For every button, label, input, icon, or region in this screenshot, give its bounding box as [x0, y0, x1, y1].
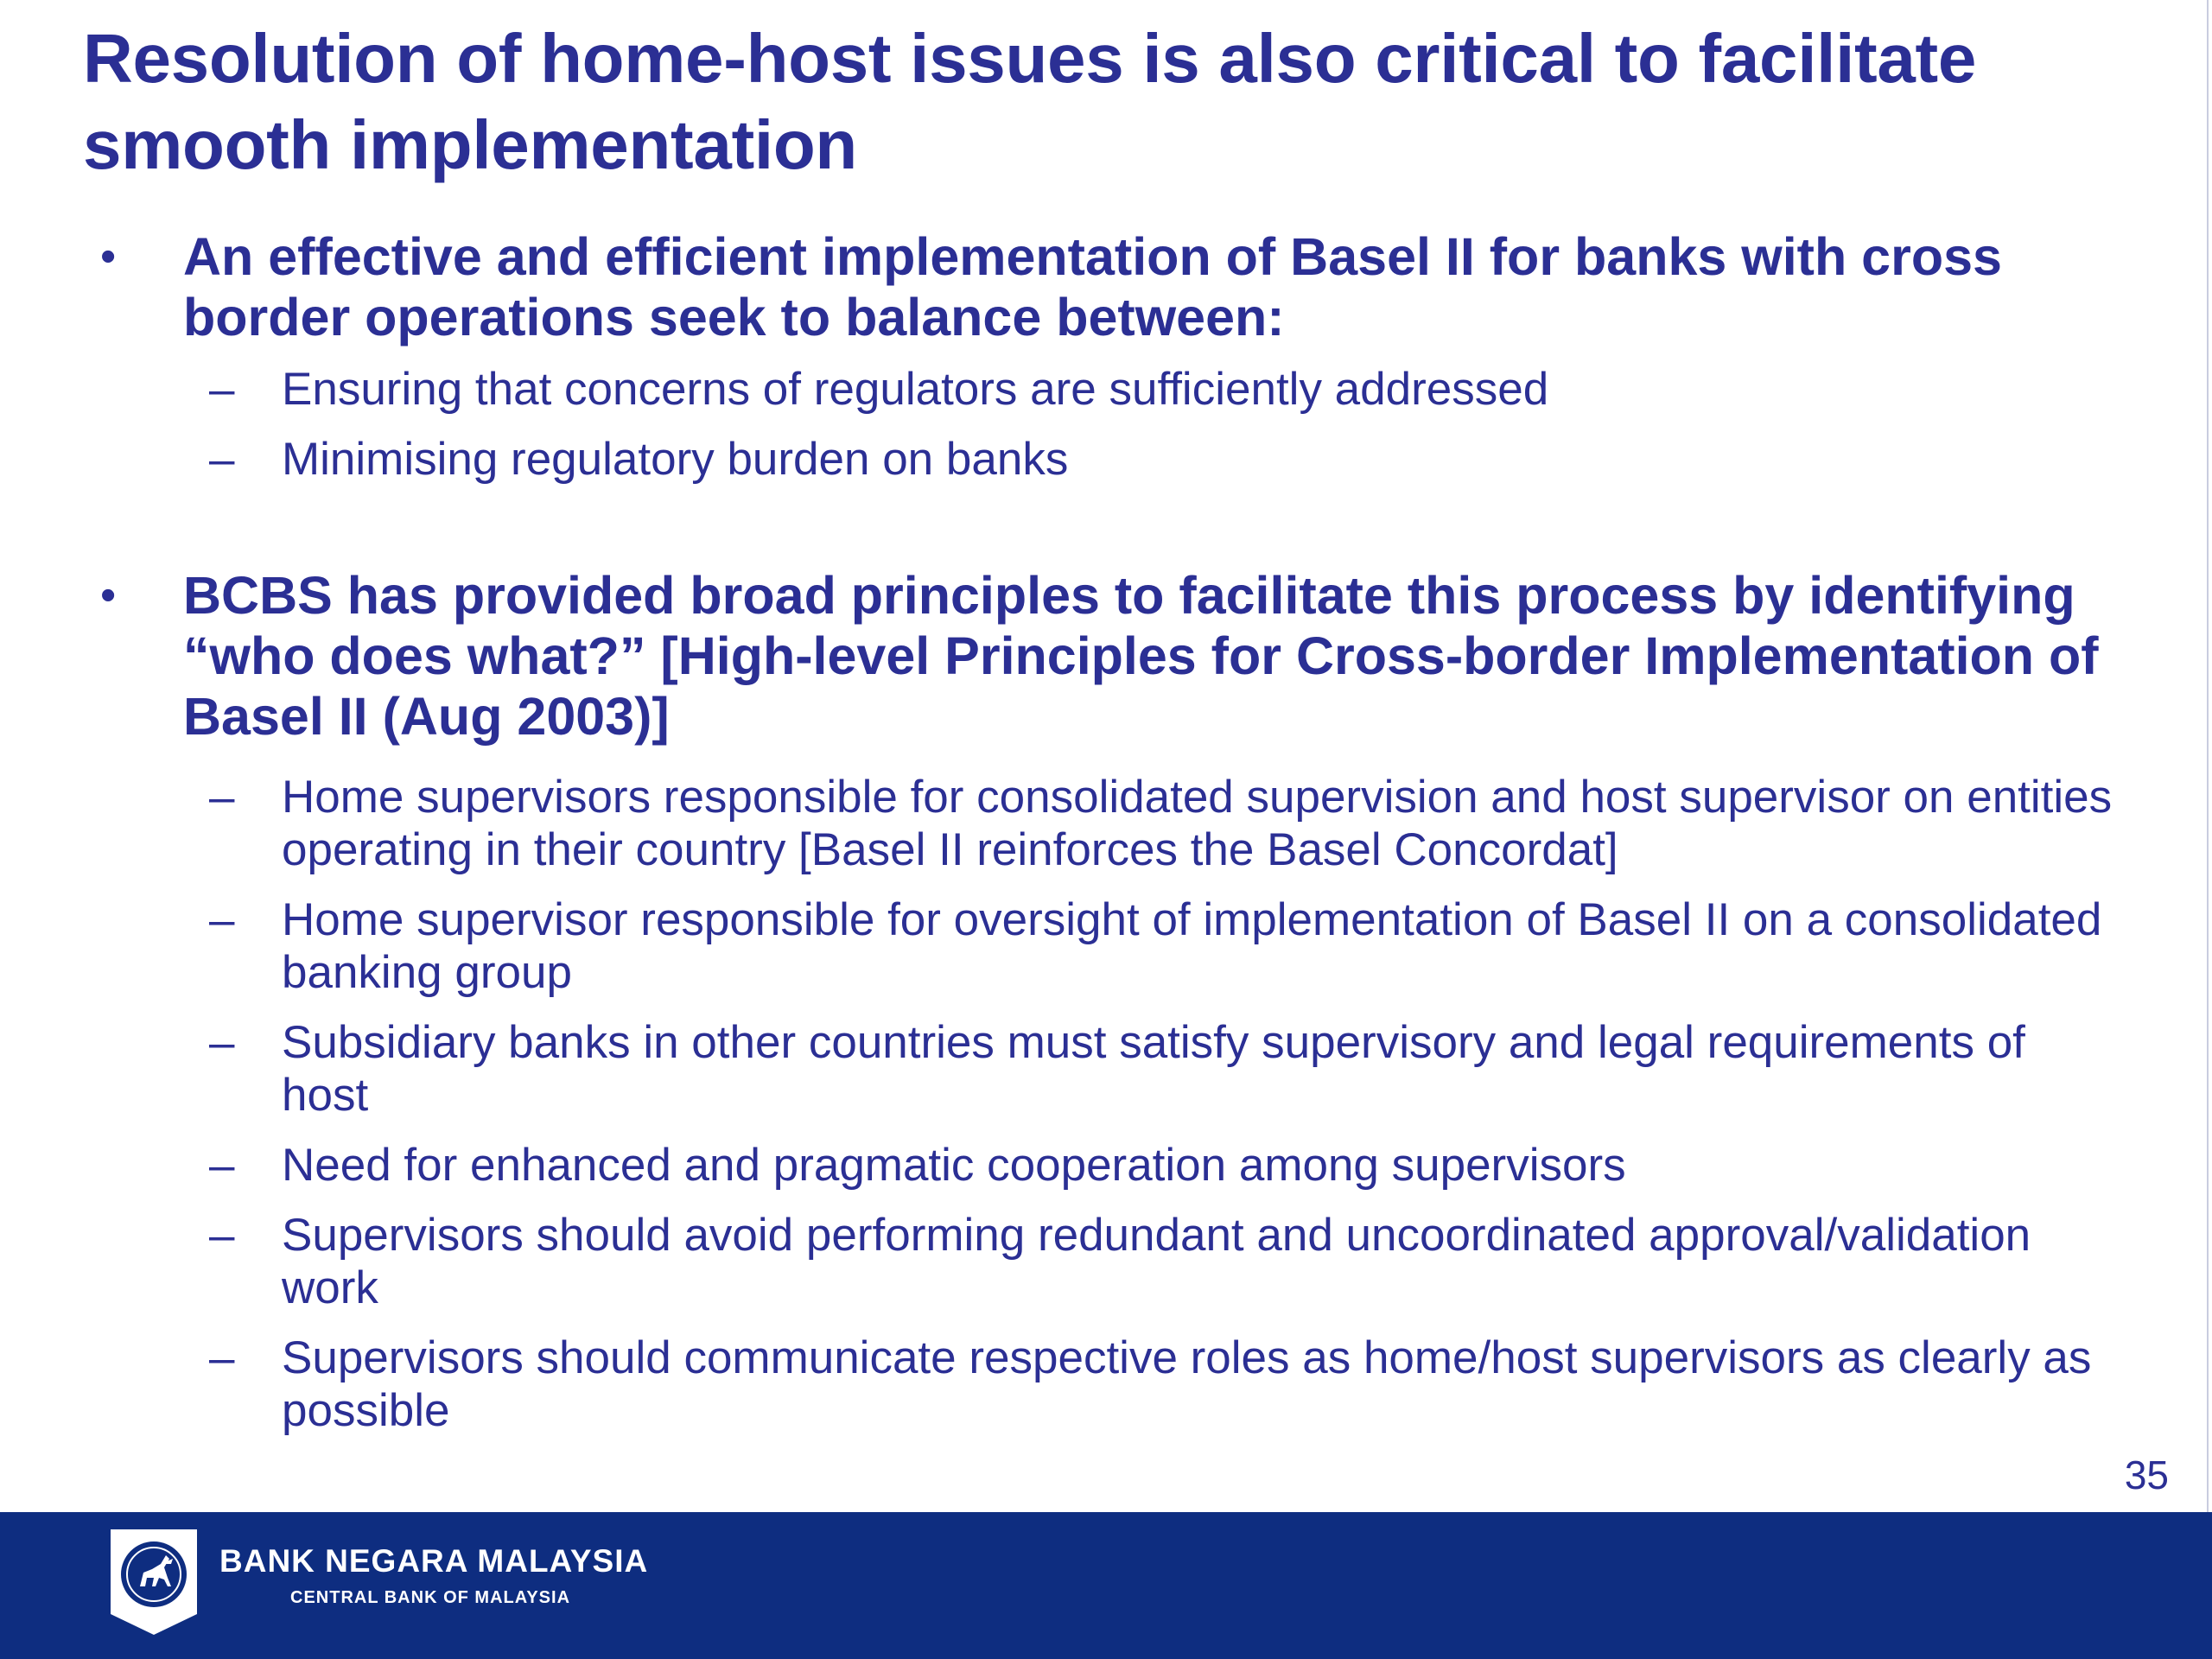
bank-negara-emblem-icon — [111, 1529, 197, 1635]
slide-content — [0, 226, 2143, 1454]
sub-item — [0, 1332, 2122, 1437]
sub-item — [0, 1209, 2122, 1314]
sub-item-text: Need for enhanced and pragmatic cooperation among supervisors — [282, 1140, 1626, 1191]
dash-marker: – — [209, 1332, 235, 1383]
sub-item — [0, 1139, 2122, 1192]
bullet-1 — [0, 226, 2119, 347]
sub-item — [0, 1016, 2122, 1122]
footer-bar — [0, 1512, 2212, 1659]
brand-subtitle: CENTRAL BANK OF MALAYSIA — [290, 1588, 571, 1607]
dash-marker: – — [209, 1140, 235, 1191]
dash-marker: – — [209, 1210, 235, 1261]
bullet-marker: • — [100, 232, 117, 282]
sub-item-text: Home supervisor responsible for oversight of implementation of Basel II on a consolidated banking group — [282, 894, 2102, 998]
sub-item — [0, 363, 2122, 416]
bullet-2-subitems — [0, 771, 2143, 1437]
dash-marker: – — [209, 434, 235, 485]
sub-item — [0, 433, 2122, 486]
sub-item-text: Supervisors should communicate respective roles as home/host supervisors as clearly as possible — [282, 1332, 2092, 1436]
dash-marker: – — [209, 772, 235, 823]
dash-marker: – — [209, 1017, 235, 1068]
sub-item-text: Minimising regulatory burden on banks — [282, 434, 1069, 485]
dash-marker: – — [209, 894, 235, 945]
dash-marker: – — [209, 364, 235, 415]
bullet-2-text: BCBS has provided broad principles to facilitate this process by identifying “who does what?” [High-level Principles for Cross-border Implementation of Basel II (Aug 2003)] — [183, 566, 2099, 746]
bullet-2 — [0, 565, 2119, 747]
bullet-1-text: An effective and efficient implementation of Basel II for banks with cross border operations seek to balance between: — [183, 227, 2002, 346]
page-number: 35 — [2124, 1452, 2169, 1497]
sub-item-text: Home supervisors responsible for consolidated supervision and host supervisor on entities operating in their country [Basel II reinforces the Basel Concordat] — [282, 772, 2113, 875]
sub-item — [0, 771, 2122, 876]
sub-item-text: Ensuring that concerns of regulators are sufficiently addressed — [282, 364, 1549, 415]
slide-title: Resolution of home-host issues is also critical to facilitate smooth implementation — [83, 20, 1977, 183]
brand-name: BANK NEGARA MALAYSIA — [219, 1543, 649, 1579]
bullet-marker: • — [100, 570, 117, 620]
bullet-1-subitems — [0, 363, 2143, 486]
sub-item-text: Subsidiary banks in other countries must satisfy supervisory and legal requirements of host — [282, 1017, 2025, 1121]
slide-edge-divider — [2207, 0, 2209, 1512]
sub-item — [0, 893, 2122, 999]
sub-item-text: Supervisors should avoid performing redundant and uncoordinated approval/validation work — [282, 1210, 2031, 1313]
